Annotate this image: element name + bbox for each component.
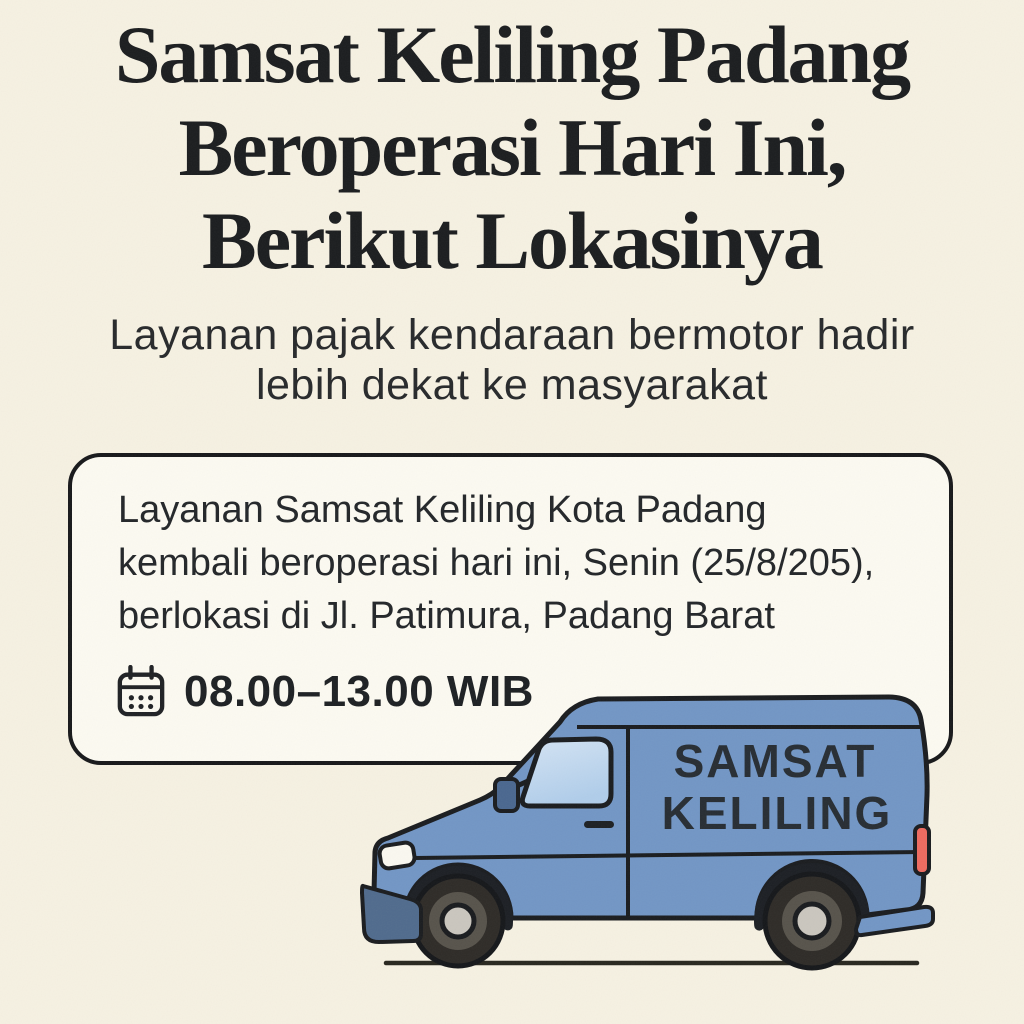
subtitle-line-1: Layanan pajak kendaraan bermotor hadir [109, 311, 915, 359]
service-hours: 08.00–13.00 WIB [184, 667, 534, 716]
rear-hub [795, 904, 829, 938]
subtitle-line-2: lebih dekat ke masyarakat [255, 361, 769, 409]
taillight [915, 826, 929, 874]
rear-wheel [759, 868, 865, 968]
headline-line-1: Samsat Keliling Padang [114, 9, 910, 100]
info-card-line-2: kembali beroperasi hari ini, Senin (25/8/205), [118, 542, 875, 584]
info-card-line-3: berlokasi di Jl. Patimura, Padang Barat [118, 595, 775, 637]
van-livery-line-2: KELILING [661, 787, 893, 839]
side-mirror [495, 779, 518, 811]
front-hub [442, 905, 474, 937]
headline-line-2: Beroperasi Hari Ini, [178, 102, 846, 193]
headline-line-3: Berikut Lokasinya [202, 195, 822, 286]
door-handle [584, 821, 614, 828]
info-card-line-1: Layanan Samsat Keliling Kota Padang [118, 489, 767, 531]
headlight [378, 841, 415, 869]
van-livery-line-1: SAMSAT [673, 735, 877, 787]
